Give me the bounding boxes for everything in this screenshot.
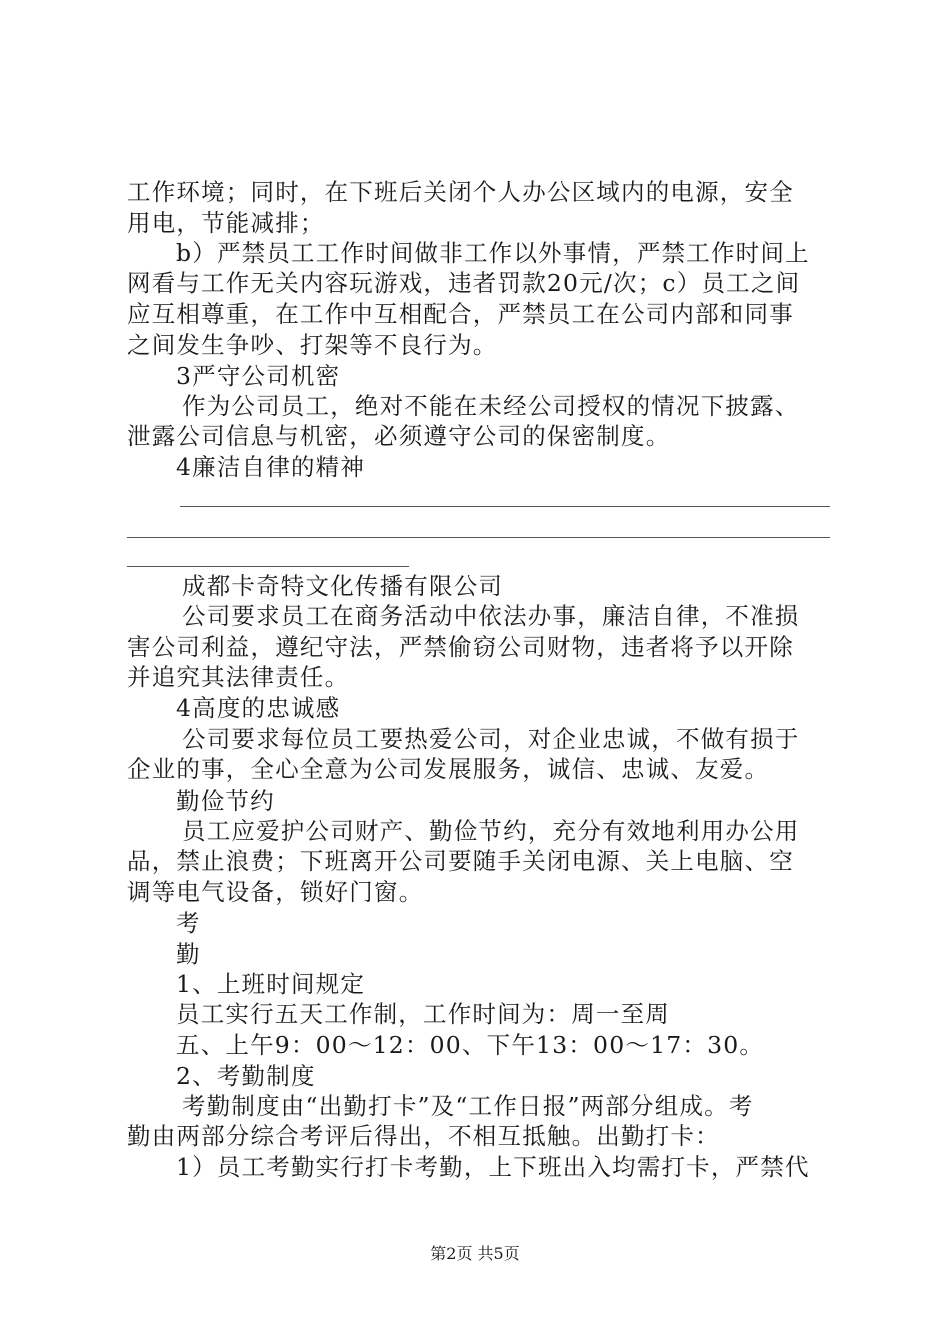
text-line: 网看与工作无关内容玩游戏，违者罚款20元/次；c）员工之间 (127, 269, 801, 297)
text-line: 公司要求员工在商务活动中依法办事，廉洁自律，不准损 (182, 602, 800, 630)
text-line: 品，禁止浪费；下班离开公司要随手关闭电源、关上电脑、空 (127, 847, 794, 875)
text-line: 公司要求每位员工要热爱公司，对企业忠诚，不做有损于 (182, 725, 800, 753)
section-heading: 勤俭节约 (176, 787, 275, 815)
subsection-heading: 2、考勤制度 (176, 1062, 316, 1090)
text-line: 员工应爱护公司财产、勤俭节约，充分有效地利用办公用 (182, 817, 800, 845)
text-line: 五、上午9：00～12：00、下午13：00～17：30。 (176, 1031, 765, 1059)
subsection-heading: 1、上班时间规定 (176, 970, 366, 998)
text-line: 调等电气设备，锁好门窗。 (127, 878, 424, 906)
text-line: 1）员工考勤实行打卡考勤，上下班出入均需打卡，严禁代 (176, 1153, 810, 1181)
section-heading: 3严守公司机密 (176, 362, 341, 390)
text-line: 泄露公司信息与机密，必须遵守公司的保密制度。 (127, 422, 671, 450)
section-heading: 4廉洁自律的精神 (176, 453, 366, 481)
text-line: 工作环境；同时，在下班后关闭个人办公区域内的电源，安全 (127, 178, 794, 206)
text-line: 作为公司员工，绝对不能在未经公司授权的情况下披露、 (182, 392, 800, 420)
text-line: 应互相尊重，在工作中互相配合，严禁员工在公司内部和同事 (127, 300, 794, 328)
company-name: 成都卡奇特文化传播有限公司 (182, 572, 504, 600)
divider-line (127, 566, 409, 567)
text-line: 员工实行五天工作制，工作时间为：周一至周 (176, 1000, 670, 1028)
text-line: 考勤制度由“出勤打卡”及“工作日报”两部分组成。考 (182, 1092, 754, 1120)
divider-line (127, 537, 830, 538)
section-heading: 4高度的忠诚感 (176, 694, 341, 722)
section-heading: 考 (176, 909, 201, 937)
text-line: 之间发生争吵、打架等不良行为。 (127, 331, 498, 359)
text-line: 企业的事，全心全意为公司发展服务，诚信、忠诚、友爱。 (127, 755, 770, 783)
text-line: b）严禁员工工作时间做非工作以外事情，严禁工作时间上 (176, 239, 810, 267)
page-footer: 第2页 共5页 (430, 1244, 520, 1263)
text-line: 勤由两部分综合考评后得出，不相互抵触。出勤打卡： (127, 1122, 720, 1150)
section-heading: 勤 (176, 940, 201, 968)
text-line: 用电，节能减排； (127, 209, 325, 237)
text-line: 害公司利益，遵纪守法，严禁偷窃公司财物，违者将予以开除 (127, 633, 794, 661)
text-line: 并追究其法律责任。 (127, 663, 350, 691)
divider-line (180, 506, 830, 507)
